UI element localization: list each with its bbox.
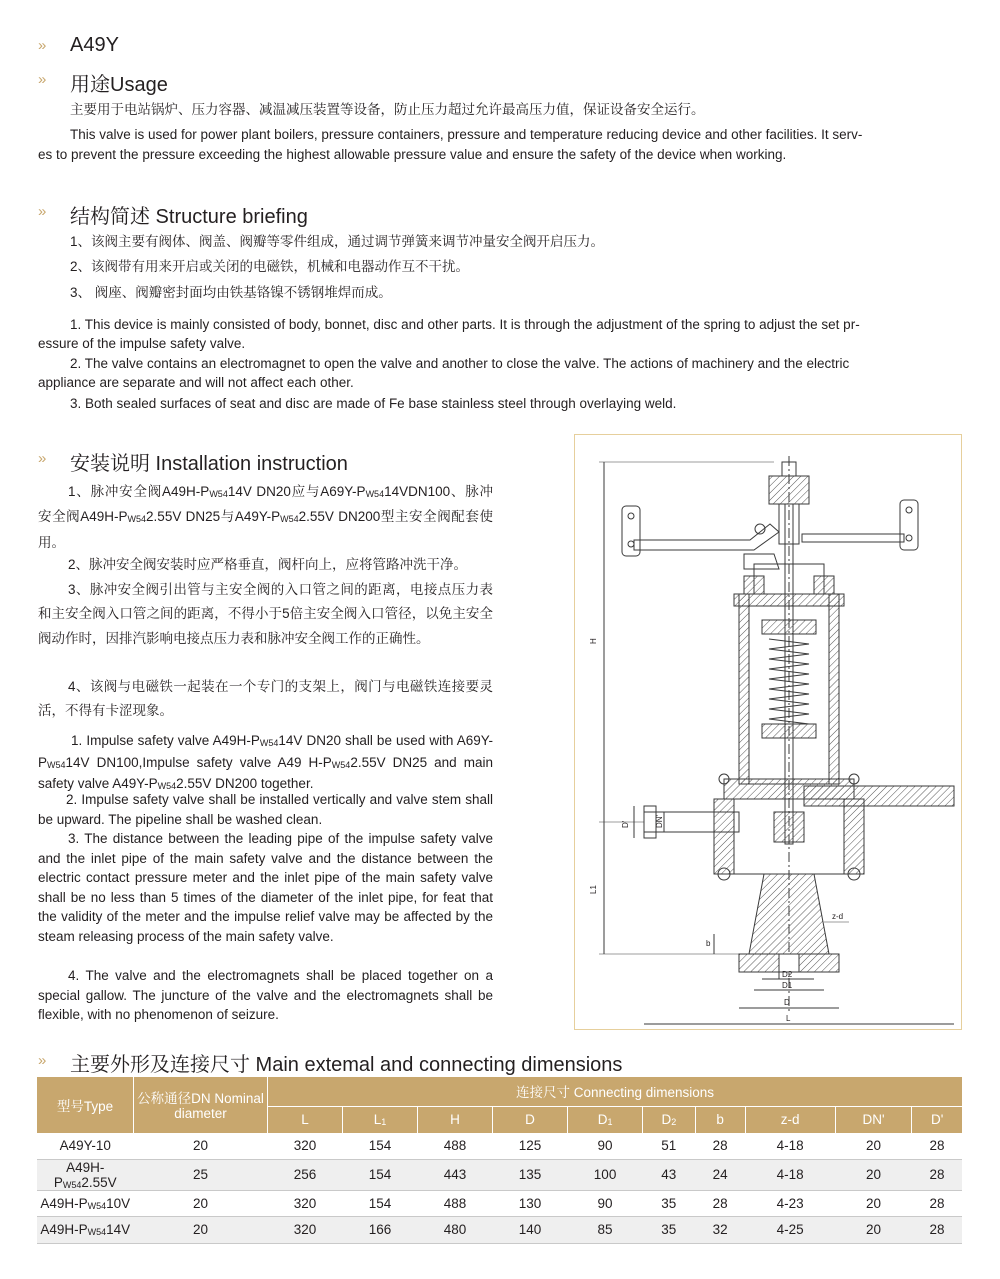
cell-type: A49Y-10 — [37, 1133, 134, 1159]
model-heading: A49Y — [70, 34, 119, 56]
col-header-connecting: 连接尺寸 Connecting dimensions — [268, 1077, 963, 1106]
cell-type: $A49H-P_{W54}14V$ — [37, 1217, 134, 1244]
col-header-D2: $D_2$ — [643, 1106, 695, 1133]
installation-heading: 安装说明 Installation instruction — [70, 453, 348, 475]
cell: 24 — [695, 1159, 745, 1190]
installation-zh-item-2: 2、脉冲安全阀安装时应严格垂直，阀杆向上，应将管路冲洗干净。 — [68, 557, 468, 572]
table-row — [37, 1217, 962, 1244]
cell: 130 — [493, 1190, 568, 1217]
cell-dn: 20 — [134, 1133, 268, 1159]
cell: 28 — [912, 1159, 962, 1190]
table-row — [37, 1159, 962, 1190]
cell: 85 — [568, 1217, 643, 1244]
cell: 28 — [912, 1133, 962, 1159]
cell: 320 — [268, 1133, 343, 1159]
chevron-icon: » — [38, 1052, 44, 1069]
dim-label-D1: D1 — [782, 981, 793, 990]
table-row — [37, 1133, 962, 1159]
usage-zh-text: 主要用于电站锅炉、压力容器、减温减压装置等设备，防止压力超过允许最高压力值，保证设备安全运行。 — [70, 102, 705, 117]
structure-en-item-2-line2: appliance are separate and will not affect each other. — [38, 375, 354, 390]
cell: 35 — [643, 1217, 695, 1244]
structure-en-item-1-line1: 1. This device is mainly consisted of body, bonnet, disc and other parts. It is through the adjustment of the spring to adjust the set pr- — [70, 317, 860, 332]
cell: 135 — [493, 1159, 568, 1190]
usage-en-line2: es to prevent the pressure exceeding the highest allowable pressure value and ensure the safety of the device when working. — [38, 147, 787, 162]
dim-label-zd: z-d — [832, 912, 844, 921]
installation-en-item-4: 4. The valve and the electromagnets shall be placed together on a special gallow. The juncture of the valve and the electromagnets shall be flexible, with no phenomenon of seizure. — [38, 968, 493, 1022]
col-header-dn: 公称通径DN Nominal diameter — [134, 1077, 268, 1133]
col-header-H: H — [418, 1106, 493, 1133]
cell: 51 — [643, 1133, 695, 1159]
valve-drawing — [574, 434, 962, 1030]
cell: 90 — [568, 1133, 643, 1159]
usage-en-line1: This valve is used for power plant boilers, pressure containers, pressure and temperature reducing device and other facilities. It serv- — [70, 127, 863, 142]
cell: 28 — [695, 1133, 745, 1159]
structure-zh-item: 2、该阀带有用来开启或关闭的电磁铁，机械和电器动作互不干扰。 — [70, 259, 470, 274]
cell-dn: 20 — [134, 1190, 268, 1217]
cell: 140 — [493, 1217, 568, 1244]
cell: 4-23 — [745, 1190, 835, 1217]
cell: 4-18 — [745, 1133, 835, 1159]
col-header-D: D — [493, 1106, 568, 1133]
structure-en-item-1-line2: essure of the impulse safety valve. — [38, 336, 246, 351]
cell: 443 — [418, 1159, 493, 1190]
cell-dn: 25 — [134, 1159, 268, 1190]
col-header-L1: $L_1$ — [343, 1106, 418, 1133]
dim-label-L: L — [786, 1014, 791, 1023]
cell: 28 — [912, 1217, 962, 1244]
cell: 166 — [343, 1217, 418, 1244]
dim-label-L1: L1 — [589, 885, 598, 894]
installation-en-item-3: 3. The distance between the leading pipe of the impulse safety valve and the inlet pipe of the main safety valve and the distance between the electric contact pressure meter and the inlet pipe of the main safety valve shall be no less than 5 times of the diameter of the inlet pipe, for feat that the validity of the meter and the impulse relief valve may be affected by the steam releasing process of the main safety valve. — [38, 831, 493, 944]
cell: 154 — [343, 1133, 418, 1159]
cell: 32 — [695, 1217, 745, 1244]
cell: 256 — [268, 1159, 343, 1190]
cell: 154 — [343, 1190, 418, 1217]
dim-label-DN-prime: DN' — [655, 814, 664, 828]
col-header-type: 型号Type — [37, 1077, 134, 1133]
dimensions-heading: 主要外形及连接尺寸 Main extemal and connecting dimensions — [70, 1054, 623, 1076]
cell: 480 — [418, 1217, 493, 1244]
cell: 90 — [568, 1190, 643, 1217]
cell: 28 — [912, 1190, 962, 1217]
structure-zh-item: 3、 阀座、阀瓣密封面均由铁基铬镍不锈钢堆焊而成。 — [70, 285, 392, 300]
structure-zh-item: 1、该阀主要有阀体、阀盖、阀瓣等零件组成，通过调节弹簧来调节冲量安全阀开启压力。 — [70, 234, 605, 249]
cell: 20 — [835, 1133, 912, 1159]
col-header-b: b — [695, 1106, 745, 1133]
cell: 20 — [835, 1217, 912, 1244]
cell: 35 — [643, 1190, 695, 1217]
dim-label-b: b — [706, 939, 711, 948]
col-header-L: L — [268, 1106, 343, 1133]
chevron-icon: » — [38, 71, 44, 88]
cell: 488 — [418, 1190, 493, 1217]
cell: 4-18 — [745, 1159, 835, 1190]
dim-label-D: D — [784, 998, 790, 1007]
chevron-icon: » — [38, 203, 44, 220]
installation-zh-item-1: 1、脉冲安全阀$A49H-P_{W54}14V$ DN20应与$A69Y-P_{W54}14VDN100$、脉冲安全阀$A49H-P_{W54}2.55V$ DN25与$A49Y-P_{W54}2.55V$ DN200型主安全阀配套使用。 — [38, 484, 493, 550]
cell: 100 — [568, 1159, 643, 1190]
structure-en-item-2-line1: 2. The valve contains an electromagnet to open the valve and another to close the valve. The actions of machinery and the electric — [70, 356, 850, 371]
usage-heading: 用途Usage — [70, 74, 168, 96]
table-row — [37, 1190, 962, 1217]
cell: 43 — [643, 1159, 695, 1190]
cell: 488 — [418, 1133, 493, 1159]
cell: 28 — [695, 1190, 745, 1217]
cell: 125 — [493, 1133, 568, 1159]
installation-zh-item-3: 3、脉冲安全阀引出管与主安全阀的入口管之间的距离，电接点压力表和主安全阀入口管之间的距离，不得小于5倍主安全阀入口管径，以免主安全阀动作时，因排汽影响电接点压力表和脉冲安全阀工作的正确性。 — [38, 582, 493, 646]
cell: 20 — [835, 1190, 912, 1217]
installation-en-item-2: 2. Impulse safety valve shall be installed vertically and valve stem shall be upward. The pipeline shall be washed clean. — [38, 792, 493, 827]
cell-type: $A49H-P_{W54}10V$ — [37, 1190, 134, 1217]
cell: 154 — [343, 1159, 418, 1190]
cell: 20 — [835, 1159, 912, 1190]
col-header-D1: $D_1$ — [568, 1106, 643, 1133]
structure-en-item-3: 3. Both sealed surfaces of seat and disc are made of Fe base stainless steel through overlaying weld. — [70, 396, 677, 411]
cell: 320 — [268, 1217, 343, 1244]
installation-en-item-1: 1. Impulse safety valve $A49H-P_{W54}14V$ DN20 shall be used with $A69Y-P_{W54}14V$ DN100,Impulse safety valve A49 $H-P_{W54}2.55V$ DN25 and main safety valve $A49Y-P_{W54}2.55V$ DN200 together. — [38, 733, 493, 791]
installation-zh-item-4: 4、该阀与电磁铁一起装在一个专门的支架上，阀门与电磁铁连接要灵活，不得有卡涩现象。 — [38, 679, 493, 719]
dim-label-D2: D2 — [782, 970, 793, 979]
cell-dn: 20 — [134, 1217, 268, 1244]
dim-label-H: H — [589, 638, 598, 644]
dim-label-D-prime: D' — [621, 820, 630, 828]
structure-heading: 结构简述 Structure briefing — [70, 206, 308, 228]
col-header-DN-prime: DN' — [835, 1106, 912, 1133]
cell-type: $A49H-P_{W54}2.55V$ — [37, 1159, 134, 1190]
cell: 320 — [268, 1190, 343, 1217]
col-header-D-prime: D' — [912, 1106, 962, 1133]
col-header-zd: z-d — [745, 1106, 835, 1133]
cell: 4-25 — [745, 1217, 835, 1244]
chevron-icon: » — [38, 450, 44, 467]
chevron-icon: » — [38, 37, 44, 54]
dimensions-table — [37, 1077, 962, 1244]
